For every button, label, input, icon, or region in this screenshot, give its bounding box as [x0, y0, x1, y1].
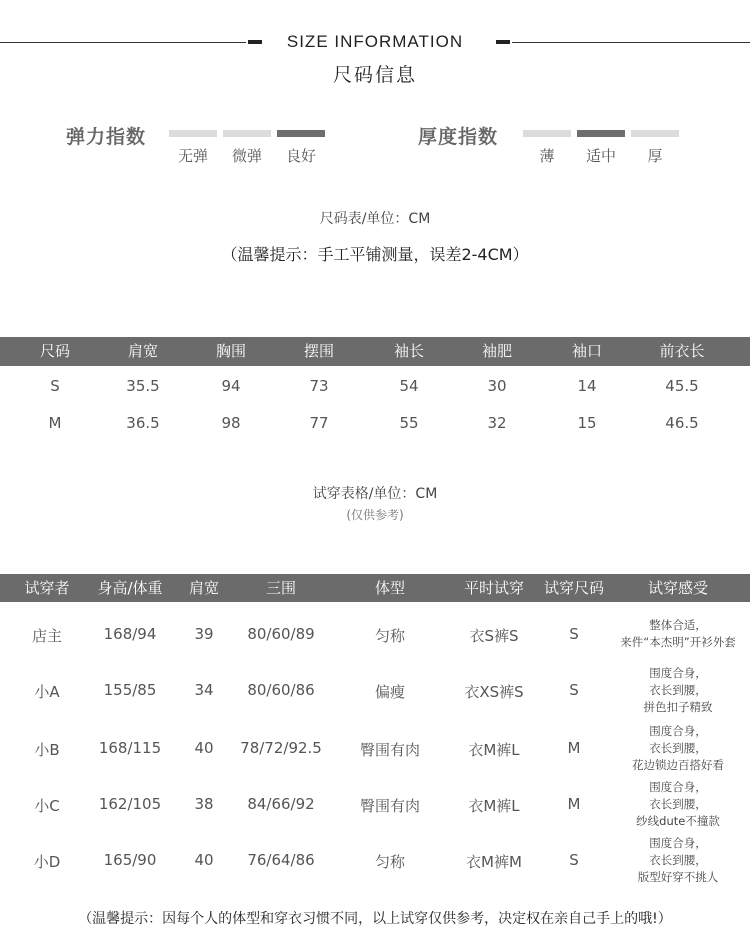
fit-table-cell: 155/85	[103, 681, 157, 699]
fit-table-cell: 衣S裤S	[469, 627, 519, 645]
elasticity-bar-0	[169, 130, 217, 137]
size-header-cell: 摆围	[303, 342, 334, 360]
fit-table-caption: 试穿表格/单位：CM	[312, 486, 438, 502]
fit-table-cell: 165/90	[103, 851, 157, 869]
fit-table-cell: S	[569, 851, 579, 869]
size-header-cell: 尺码	[39, 342, 70, 360]
size-table-caption: 尺码表/单位：CM	[319, 211, 431, 227]
size-table-cell: 30	[487, 377, 507, 395]
fit-table-cell: 39	[194, 625, 214, 643]
size-table-cell: 55	[399, 414, 419, 432]
size-table-cell: 36.5	[126, 414, 160, 432]
fit-table-cell: 小A	[34, 683, 60, 701]
elasticity-bar-2	[277, 130, 325, 137]
feel-line: 花边锁边百搭好看	[632, 757, 724, 772]
thickness-option-0: 薄	[539, 147, 555, 165]
size-header-cell: 胸围	[215, 342, 246, 360]
fit-table-cell: 76/64/86	[247, 851, 315, 869]
size-header-cell: 袖肥	[481, 342, 512, 360]
fit-table-cell: 匀称	[374, 853, 405, 871]
fit-table-cell: 臀围有肉	[359, 797, 420, 815]
title-chinese: 尺码信息	[332, 64, 417, 86]
fit-table-feel	[596, 665, 750, 716]
size-header-cell: 肩宽	[127, 342, 158, 360]
fit-table-cell: 168/115	[98, 739, 162, 757]
thickness-bar-1	[577, 130, 625, 137]
size-table-cell: 94	[221, 377, 241, 395]
thickness-label: 厚度指数	[418, 126, 499, 148]
size-header-cell: 袖口	[571, 342, 602, 360]
feel-line: 围度合身，	[649, 835, 707, 850]
fit-table-cell: 168/94	[103, 625, 157, 643]
elasticity-option-0: 无弹	[177, 147, 208, 165]
fit-table-feel	[596, 835, 750, 886]
footer-tip: （温馨提示：因每个人的体型和穿衣习惯不同，以上试穿仅供参考，决定权在亲自己手上的哦!）	[78, 911, 672, 927]
fit-table-cell: 80/60/86	[247, 681, 315, 699]
elasticity-option-2: 良好	[285, 147, 316, 165]
elasticity-option-1: 微弹	[231, 147, 262, 165]
size-table-cell: 77	[309, 414, 329, 432]
fit-header-cell: 三围	[265, 579, 296, 597]
fit-table-feel	[596, 779, 750, 830]
elasticity-bar-1	[223, 130, 271, 137]
size-table-cell: 45.5	[665, 377, 699, 395]
size-header-cell: 袖长	[393, 342, 424, 360]
fit-table-cell: 衣M裤L	[468, 797, 520, 815]
fit-header-cell: 试穿者	[24, 579, 70, 597]
fit-table-cell: M	[567, 795, 581, 813]
fit-table-cell: 臀围有肉	[359, 741, 420, 759]
feel-line: 纱线dute不撞款	[636, 813, 720, 828]
thickness-bar-0	[523, 130, 571, 137]
size-table-cell: 32	[487, 414, 507, 432]
fit-header-cell: 身高/体重	[97, 579, 163, 597]
fit-table-cell: 40	[194, 739, 214, 757]
size-table-cell: 14	[577, 377, 597, 395]
feel-line: 围度合身，	[649, 723, 707, 738]
fit-table-cell: 偏瘦	[374, 683, 405, 701]
fit-table-cell: S	[569, 625, 579, 643]
feel-line: 来件“本杰明”开衫外套	[620, 635, 736, 649]
size-table-cell: 15	[577, 414, 597, 432]
fit-table-cell: 84/66/92	[247, 795, 315, 813]
size-table-cell: M	[48, 414, 62, 432]
feel-line: 衣长到腰，	[649, 740, 707, 755]
fit-table-cell: 40	[194, 851, 214, 869]
elasticity-label: 弹力指数	[66, 126, 147, 148]
fit-header-cell: 试穿感受	[647, 579, 708, 597]
fit-header-cell: 平时试穿	[463, 579, 524, 597]
fit-table-cell: 162/105	[98, 795, 162, 813]
fit-table-cell: 34	[194, 681, 214, 699]
feel-line: 拼色扣子精致	[643, 699, 713, 714]
fit-table-feel	[596, 617, 750, 651]
feel-line: 整体合适，	[649, 618, 707, 632]
fit-table-cell: 小C	[34, 797, 60, 815]
thickness-option-1: 适中	[585, 147, 616, 165]
size-table-cell: S	[50, 377, 60, 395]
thickness-bar-2	[631, 130, 679, 137]
fit-table-cell: 店主	[31, 627, 62, 645]
feel-line: 衣长到腰，	[649, 852, 707, 867]
size-table-cell: 35.5	[126, 377, 160, 395]
title-english: SIZE INFORMATION	[286, 32, 464, 51]
fit-table-cell: S	[569, 681, 579, 699]
size-table-cell: 73	[309, 377, 329, 395]
fit-table-subcaption: (仅供参考)	[346, 508, 404, 522]
feel-line: 衣长到腰，	[649, 796, 707, 811]
feel-line: 围度合身，	[649, 665, 707, 680]
fit-table-cell: M	[567, 739, 581, 757]
fit-table-cell: 衣XS裤S	[464, 683, 524, 701]
size-table-cell: 46.5	[665, 414, 699, 432]
fit-table-cell: 38	[194, 795, 214, 813]
fit-header-cell: 试穿尺码	[543, 579, 604, 597]
size-table-tip: （温馨提示：手工平铺测量，误差2-4CM）	[221, 245, 529, 264]
feel-line: 衣长到腰，	[649, 682, 707, 697]
thickness-option-2: 厚	[647, 147, 663, 165]
size-table-cell: 54	[399, 377, 419, 395]
fit-table-cell: 衣M裤L	[468, 741, 520, 759]
fit-table-cell: 小B	[34, 741, 60, 759]
fit-header-cell: 肩宽	[188, 579, 219, 597]
fit-table-cell: 衣M裤M	[466, 853, 522, 871]
size-table-cell: 98	[221, 414, 241, 432]
feel-line: 版型好穿不挑人	[637, 869, 719, 884]
fit-table-cell: 78/72/92.5	[240, 739, 322, 757]
fit-header-cell: 体型	[374, 579, 405, 597]
size-table-header	[0, 337, 750, 366]
feel-line: 围度合身，	[649, 779, 707, 794]
fit-table-cell: 小D	[33, 853, 61, 871]
fit-table-feel	[596, 723, 750, 774]
fit-table-cell: 80/60/89	[247, 625, 315, 643]
fit-table-header	[0, 574, 750, 602]
fit-table-cell: 匀称	[374, 627, 405, 645]
size-header-cell: 前衣长	[659, 342, 705, 360]
